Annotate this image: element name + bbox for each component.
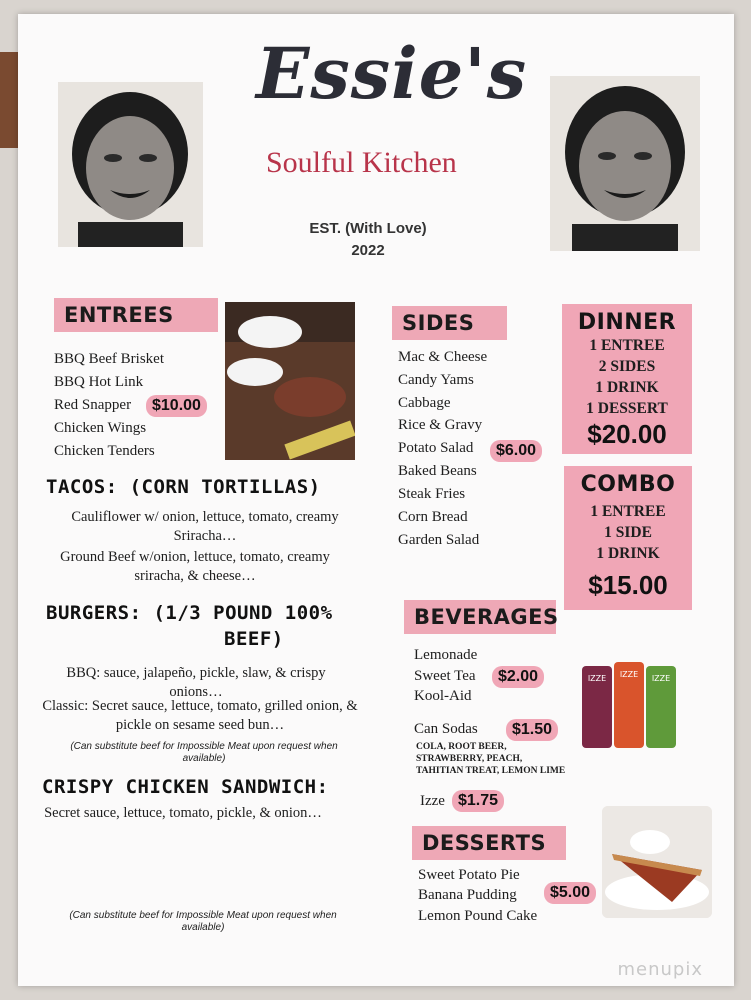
- soda-flavors: STRAWBERRY, PEACH,: [416, 754, 523, 764]
- entree-item: Chicken Tenders: [54, 443, 155, 459]
- soda-flavors: TAHITIAN TREAT, LEMON LIME: [416, 766, 566, 776]
- beverage-item: Sweet Tea: [414, 668, 476, 684]
- owner-portrait-right: [550, 76, 700, 251]
- can-label: IZZE: [651, 674, 671, 683]
- beverage-item: Lemonade: [414, 647, 478, 663]
- side-item: Potato Salad: [398, 440, 474, 456]
- owner-portrait-left: [58, 82, 203, 247]
- burger-substitute-note: (Can substitute beef for Impossible Meat upon request when available): [70, 741, 338, 764]
- can-sodas-label: Can Sodas: [414, 721, 478, 737]
- side-item: Steak Fries: [398, 486, 466, 502]
- chicken-sandwich-desc: Secret sauce, lettuce, tomato, pickle, & onion…: [44, 805, 322, 821]
- dinner-line: 1 DRINK: [595, 379, 659, 396]
- dessert-item: Lemon Pound Cake: [418, 908, 538, 924]
- izze-price: $1.75: [452, 790, 504, 812]
- restaurant-subtitle: Soulful Kitchen: [266, 146, 457, 179]
- can-label: IZZE: [619, 670, 639, 679]
- restaurant-name: Essie's: [256, 32, 528, 115]
- burgers-heading: BURGERS: (1/3 POUND 100%: [46, 602, 333, 624]
- entree-item: Chicken Wings: [54, 420, 147, 436]
- entrees-heading: ENTREES: [54, 298, 218, 332]
- dinner-special-box: [562, 304, 692, 454]
- dessert-item: Sweet Potato Pie: [418, 867, 520, 883]
- entree-item: BBQ Beef Brisket: [54, 351, 164, 367]
- established-line: EST. (With Love): [309, 220, 427, 237]
- side-item: Baked Beans: [398, 463, 477, 479]
- can-sodas-price: $1.50: [506, 719, 558, 741]
- dinner-line: 1 ENTREE: [589, 337, 665, 354]
- entree-item: BBQ Hot Link: [54, 374, 144, 390]
- combo-line: 1 DRINK: [596, 545, 660, 562]
- dinner-title: DINNER: [577, 310, 677, 335]
- combo-special-box: [564, 466, 692, 610]
- side-item: Rice & Gravy: [398, 417, 483, 433]
- beverages-heading: BEVERAGES: [404, 600, 556, 634]
- side-item: Candy Yams: [398, 372, 474, 388]
- combo-price: $15.00: [588, 570, 668, 600]
- taco-beef-desc: Ground Beef w/onion, lettuce, tomato, creamy sriracha, & cheese…: [60, 549, 330, 584]
- beverage-price: $2.00: [492, 666, 544, 688]
- dinner-line: 2 SIDES: [598, 358, 656, 375]
- burger-bbq-desc: BBQ: sauce, jalapeño, pickle, slaw, & crispy onions…: [66, 665, 326, 700]
- established-year: 2022: [351, 242, 385, 259]
- combo-line: 1 SIDE: [604, 524, 652, 541]
- chicken-sandwich-heading: CRISPY CHICKEN SANDWICH:: [42, 776, 329, 798]
- side-item: Cabbage: [398, 395, 451, 411]
- menu-sheet: [18, 14, 734, 986]
- brisket-photo: [225, 302, 355, 460]
- soda-flavors: COLA, ROOT BEER,: [416, 742, 507, 752]
- side-item: Mac & Cheese: [398, 349, 488, 365]
- can-label: IZZE: [587, 674, 607, 683]
- combo-line: 1 ENTREE: [590, 503, 666, 520]
- side-item: Corn Bread: [398, 509, 468, 525]
- beverage-item: Kool-Aid: [414, 688, 472, 704]
- izze-can-clementine: [614, 662, 644, 748]
- chicken-substitute-note: (Can substitute beef for Impossible Meat upon request when available): [69, 910, 337, 933]
- dinner-line: 1 DESSERT: [586, 400, 668, 417]
- tacos-heading: TACOS: (CORN TORTILLAS): [46, 476, 321, 498]
- combo-title: COMBO: [580, 472, 676, 497]
- izze-can-grape: [582, 666, 612, 748]
- dinner-price: $20.00: [587, 419, 667, 449]
- entree-price: $10.00: [146, 395, 207, 417]
- izze-can-apple: [646, 666, 676, 748]
- burger-classic-desc: Classic: Secret sauce, lettuce, tomato, grilled onion, & pickle on sesame seed bun…: [42, 698, 358, 733]
- izze-label: Izze: [420, 793, 445, 809]
- dessert-item: Banana Pudding: [418, 887, 517, 903]
- dessert-price: $5.00: [544, 882, 596, 904]
- sides-heading: SIDES: [392, 306, 507, 340]
- burgers-heading-cont: BEEF): [224, 628, 284, 650]
- watermark-logo: menupix: [617, 959, 703, 980]
- taco-cauliflower-desc: Cauliflower w/ onion, lettuce, tomato, creamy Sriracha…: [71, 509, 339, 544]
- entree-item: Red Snapper: [54, 397, 132, 413]
- pie-photo: [602, 806, 712, 918]
- side-item: Garden Salad: [398, 532, 480, 548]
- desserts-heading: DESSERTS: [412, 826, 566, 860]
- side-price: $6.00: [490, 440, 542, 462]
